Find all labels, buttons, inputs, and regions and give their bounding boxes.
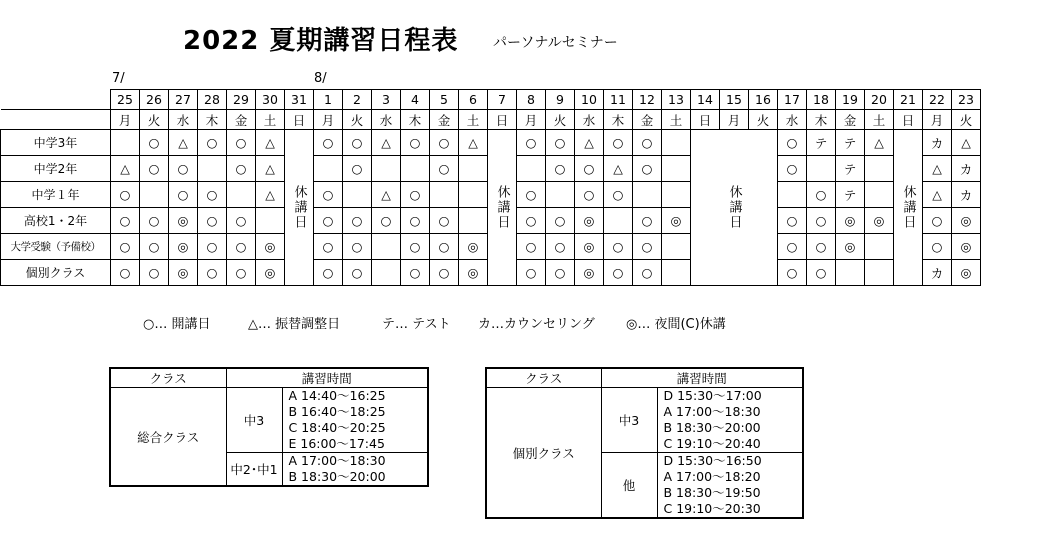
schedule-cell: テ: [807, 130, 836, 156]
schedule-cell: ○: [604, 182, 633, 208]
schedule-cell: ○: [517, 208, 546, 234]
time-slot: B 18:30～19:50: [663, 485, 761, 500]
schedule-cell: ○: [546, 130, 575, 156]
weekday-cell: 月: [923, 110, 952, 130]
schedule-cell: [778, 182, 807, 208]
schedule-cell: ○: [778, 156, 807, 182]
schedule-cell: ○: [430, 234, 459, 260]
schedule-cell: ○: [140, 208, 169, 234]
time-slot: A 17:00～18:30: [288, 453, 386, 468]
header-time: 講習時間: [601, 368, 803, 388]
schedule-cell: ○: [227, 234, 256, 260]
time-slot: B 18:30～20:00: [663, 420, 761, 435]
schedule-cell: ◎: [662, 208, 691, 234]
time-list: [282, 388, 428, 453]
schedule-cell: △: [256, 182, 285, 208]
schedule-cell: ○: [401, 182, 430, 208]
header-time: 講習時間: [226, 368, 428, 388]
page-title: 2022 夏期講習日程表: [183, 26, 459, 56]
schedule-cell: ○: [198, 208, 227, 234]
weekday-cell: 月: [517, 110, 546, 130]
schedule-cell: [662, 260, 691, 286]
schedule-cell: ○: [140, 260, 169, 286]
schedule-cell: ○: [314, 260, 343, 286]
time-list: [657, 453, 803, 519]
weekday-cell: 木: [198, 110, 227, 130]
corner-cell: [1, 110, 111, 130]
date-cell: 13: [662, 90, 691, 110]
group-name: 中3: [226, 388, 282, 453]
schedule-cell: ○: [546, 156, 575, 182]
schedule-cell: ○: [140, 130, 169, 156]
schedule-cell: ○: [604, 260, 633, 286]
class-name: 個別クラス: [486, 388, 601, 519]
schedule-cell: ○: [517, 260, 546, 286]
weekday-cell: 土: [256, 110, 285, 130]
schedule-cell: ○: [111, 182, 140, 208]
weekday-cell: 火: [140, 110, 169, 130]
legend-makeup: △… 振替調整日: [248, 317, 341, 332]
schedule-cell: ○: [372, 208, 401, 234]
row-label: 中学3年: [1, 130, 111, 156]
weekday-cell: 金: [633, 110, 662, 130]
weekday-cell: 月: [720, 110, 749, 130]
date-cell: 19: [836, 90, 865, 110]
time-slot: D 15:30～16:50: [663, 453, 762, 468]
schedule-cell: ○: [604, 234, 633, 260]
schedule-cell: ○: [546, 208, 575, 234]
schedule-cell: テ: [836, 130, 865, 156]
schedule-cell: ○: [314, 208, 343, 234]
schedule-cell: ○: [546, 234, 575, 260]
date-cell: 26: [140, 90, 169, 110]
weekday-cell: 日: [894, 110, 923, 130]
weekday-cell: 木: [604, 110, 633, 130]
schedule-cell: [256, 208, 285, 234]
schedule-cell: [865, 156, 894, 182]
schedule-cell: ○: [343, 234, 372, 260]
schedule-cell: △: [169, 130, 198, 156]
date-cell: 15: [720, 90, 749, 110]
schedule-table: [0, 89, 981, 286]
schedule-cell: カ: [923, 130, 952, 156]
weekday-cell: 木: [807, 110, 836, 130]
closed-period-cell: 休講日: [691, 130, 778, 286]
schedule-cell: ○: [604, 130, 633, 156]
time-slot: C 19:10～20:40: [663, 436, 761, 451]
date-cell: 17: [778, 90, 807, 110]
schedule-cell: △: [256, 130, 285, 156]
weekday-cell: 水: [778, 110, 807, 130]
time-table-individual: [485, 367, 804, 519]
schedule-cell: ○: [778, 234, 807, 260]
weekday-cell: 火: [749, 110, 778, 130]
date-cell: 3: [372, 90, 401, 110]
time-slot: B 16:40～18:25: [288, 404, 386, 419]
schedule-cell: ○: [633, 130, 662, 156]
schedule-cell: ○: [633, 156, 662, 182]
schedule-cell: ○: [343, 130, 372, 156]
schedule-cell: [140, 182, 169, 208]
schedule-cell: [459, 208, 488, 234]
date-cell: 9: [546, 90, 575, 110]
schedule-cell: △: [256, 156, 285, 182]
header-class: クラス: [486, 368, 601, 388]
schedule-cell: ○: [169, 182, 198, 208]
weekday-cell: 火: [343, 110, 372, 130]
date-cell: 7: [488, 90, 517, 110]
schedule-cell: ○: [430, 260, 459, 286]
school-name: パーソナルセミナー: [493, 35, 618, 51]
weekday-cell: 水: [372, 110, 401, 130]
weekday-cell: 水: [169, 110, 198, 130]
schedule-cell: ○: [807, 182, 836, 208]
schedule-cell: [372, 156, 401, 182]
schedule-cell: ○: [517, 182, 546, 208]
schedule-cell: ◎: [836, 208, 865, 234]
schedule-cell: [865, 234, 894, 260]
schedule-cell: ○: [111, 260, 140, 286]
schedule-cell: ◎: [836, 234, 865, 260]
closed-day-cell: 休講日: [285, 130, 314, 286]
schedule-cell: ○: [778, 208, 807, 234]
schedule-cell: ○: [401, 260, 430, 286]
time-slot: B 18:30～20:00: [288, 469, 386, 484]
schedule-cell: ◎: [952, 260, 981, 286]
weekday-cell: 日: [691, 110, 720, 130]
class-name: 総合クラス: [110, 388, 226, 487]
date-cell: 23: [952, 90, 981, 110]
schedule-cell: ◎: [952, 208, 981, 234]
schedule-cell: ○: [169, 156, 198, 182]
weekday-cell: 金: [836, 110, 865, 130]
date-cell: 14: [691, 90, 720, 110]
month-label-august: 8/: [314, 71, 327, 86]
date-cell: 8: [517, 90, 546, 110]
schedule-cell: [662, 130, 691, 156]
schedule-cell: ○: [430, 208, 459, 234]
schedule-cell: [865, 260, 894, 286]
schedule-cell: [314, 156, 343, 182]
weekday-cell: 火: [546, 110, 575, 130]
schedule-cell: ○: [923, 208, 952, 234]
legend-test: テ… テスト: [382, 317, 451, 332]
schedule-cell: [633, 182, 662, 208]
schedule-cell: ○: [140, 234, 169, 260]
legend-night-off: ◎… 夜間(C)休講: [626, 317, 726, 332]
schedule-cell: ○: [401, 234, 430, 260]
time-slot: A 17:00～18:20: [663, 469, 761, 484]
schedule-cell: ○: [546, 260, 575, 286]
row-label: 中学１年: [1, 182, 111, 208]
date-cell: 29: [227, 90, 256, 110]
group-name: 中3: [601, 388, 657, 453]
date-cell: 28: [198, 90, 227, 110]
schedule-cell: ○: [575, 182, 604, 208]
closed-day-cell: 休講日: [894, 130, 923, 286]
schedule-cell: △: [111, 156, 140, 182]
schedule-cell: [372, 260, 401, 286]
schedule-cell: ◎: [459, 234, 488, 260]
date-cell: 21: [894, 90, 923, 110]
date-cell: 30: [256, 90, 285, 110]
schedule-cell: △: [923, 182, 952, 208]
schedule-cell: ◎: [865, 208, 894, 234]
schedule-cell: [401, 156, 430, 182]
weekday-cell: 土: [459, 110, 488, 130]
schedule-cell: テ: [836, 182, 865, 208]
schedule-cell: [662, 182, 691, 208]
schedule-cell: ○: [314, 130, 343, 156]
weekday-cell: 火: [952, 110, 981, 130]
schedule-cell: ○: [111, 234, 140, 260]
schedule-cell: ○: [807, 260, 836, 286]
schedule-cell: カ: [952, 182, 981, 208]
schedule-cell: ○: [227, 130, 256, 156]
time-slot: C 19:10～20:30: [663, 501, 761, 516]
weekday-cell: 木: [401, 110, 430, 130]
date-cell: 4: [401, 90, 430, 110]
month-label-july: 7/: [112, 71, 125, 86]
schedule-cell: ○: [343, 208, 372, 234]
schedule-cell: ○: [807, 208, 836, 234]
schedule-cell: [517, 156, 546, 182]
time-slot: A 14:40～16:25: [288, 388, 386, 403]
schedule-cell: テ: [836, 156, 865, 182]
schedule-cell: ○: [807, 234, 836, 260]
schedule-cell: ○: [314, 234, 343, 260]
schedule-cell: ○: [517, 234, 546, 260]
schedule-cell: [372, 234, 401, 260]
schedule-cell: ○: [923, 234, 952, 260]
weekday-cell: 水: [575, 110, 604, 130]
date-cell: 25: [111, 90, 140, 110]
schedule-cell: △: [865, 130, 894, 156]
schedule-cell: △: [372, 130, 401, 156]
schedule-cell: ○: [198, 130, 227, 156]
legend-open: ○… 開講日: [143, 317, 211, 332]
weekday-cell: 月: [111, 110, 140, 130]
schedule-cell: ○: [575, 156, 604, 182]
group-name: 中2･中1: [226, 453, 282, 487]
time-table-general: [109, 367, 429, 487]
time-slot: D 15:30～17:00: [663, 388, 762, 403]
schedule-cell: [662, 234, 691, 260]
schedule-cell: ◎: [256, 234, 285, 260]
schedule-cell: ◎: [459, 260, 488, 286]
header-class: クラス: [110, 368, 226, 388]
date-cell: 31: [285, 90, 314, 110]
schedule-cell: ○: [227, 208, 256, 234]
date-cell: 18: [807, 90, 836, 110]
schedule-cell: ○: [633, 234, 662, 260]
time-slot: E 16:00～17:45: [288, 436, 385, 451]
time-list: [282, 453, 428, 487]
date-cell: 6: [459, 90, 488, 110]
schedule-cell: ○: [140, 156, 169, 182]
schedule-cell: カ: [952, 156, 981, 182]
schedule-cell: ○: [227, 156, 256, 182]
schedule-cell: ○: [633, 260, 662, 286]
schedule-cell: ○: [314, 182, 343, 208]
date-cell: 1: [314, 90, 343, 110]
schedule-cell: [662, 156, 691, 182]
date-cell: 2: [343, 90, 372, 110]
schedule-cell: ○: [111, 208, 140, 234]
schedule-cell: ◎: [575, 234, 604, 260]
schedule-cell: △: [372, 182, 401, 208]
date-cell: 10: [575, 90, 604, 110]
schedule-cell: △: [459, 130, 488, 156]
weekday-cell: 日: [488, 110, 517, 130]
schedule-cell: ○: [430, 130, 459, 156]
row-label: 高校1・2年: [1, 208, 111, 234]
date-cell: 11: [604, 90, 633, 110]
date-cell: 20: [865, 90, 894, 110]
schedule-cell: △: [575, 130, 604, 156]
group-name: 他: [601, 453, 657, 519]
schedule-cell: [546, 182, 575, 208]
schedule-cell: [343, 182, 372, 208]
schedule-cell: [227, 182, 256, 208]
closed-day-cell: 休講日: [488, 130, 517, 286]
schedule-cell: ◎: [575, 260, 604, 286]
schedule-cell: △: [923, 156, 952, 182]
schedule-cell: ◎: [169, 260, 198, 286]
schedule-cell: [604, 208, 633, 234]
weekday-cell: 月: [314, 110, 343, 130]
schedule-cell: ○: [343, 156, 372, 182]
schedule-cell: [459, 182, 488, 208]
date-cell: 27: [169, 90, 198, 110]
schedule-cell: △: [952, 130, 981, 156]
schedule-cell: ○: [343, 260, 372, 286]
schedule-cell: ○: [633, 208, 662, 234]
schedule-cell: [807, 156, 836, 182]
schedule-cell: ○: [778, 130, 807, 156]
schedule-cell: ◎: [952, 234, 981, 260]
legend-counseling: カ…カウンセリング: [478, 317, 595, 332]
weekday-cell: 日: [285, 110, 314, 130]
weekday-cell: 金: [430, 110, 459, 130]
time-list: [657, 388, 803, 453]
row-label: 中学2年: [1, 156, 111, 182]
schedule-cell: ○: [198, 260, 227, 286]
weekday-cell: 土: [865, 110, 894, 130]
schedule-cell: [198, 156, 227, 182]
schedule-cell: ◎: [169, 234, 198, 260]
date-cell: 5: [430, 90, 459, 110]
schedule-cell: [430, 182, 459, 208]
schedule-cell: [865, 182, 894, 208]
schedule-cell: ○: [517, 130, 546, 156]
schedule-cell: ○: [401, 130, 430, 156]
schedule-cell: [459, 156, 488, 182]
schedule-cell: ○: [778, 260, 807, 286]
date-cell: 16: [749, 90, 778, 110]
date-cell: 12: [633, 90, 662, 110]
row-label: 個別クラス: [1, 260, 111, 286]
schedule-cell: ○: [198, 182, 227, 208]
schedule-cell: ○: [227, 260, 256, 286]
corner-cell: [1, 90, 111, 110]
schedule-cell: ◎: [256, 260, 285, 286]
row-label: 大学受験（予備校）: [1, 234, 111, 260]
schedule-cell: カ: [923, 260, 952, 286]
weekday-cell: 金: [227, 110, 256, 130]
schedule-cell: ◎: [575, 208, 604, 234]
schedule-cell: ○: [430, 156, 459, 182]
date-cell: 22: [923, 90, 952, 110]
weekday-cell: 土: [662, 110, 691, 130]
time-slot: A 17:00～18:30: [663, 404, 761, 419]
schedule-cell: ◎: [169, 208, 198, 234]
schedule-cell: ○: [198, 234, 227, 260]
time-slot: C 18:40～20:25: [288, 420, 386, 435]
schedule-cell: [111, 130, 140, 156]
schedule-cell: [836, 260, 865, 286]
schedule-cell: ○: [401, 208, 430, 234]
schedule-cell: △: [604, 156, 633, 182]
